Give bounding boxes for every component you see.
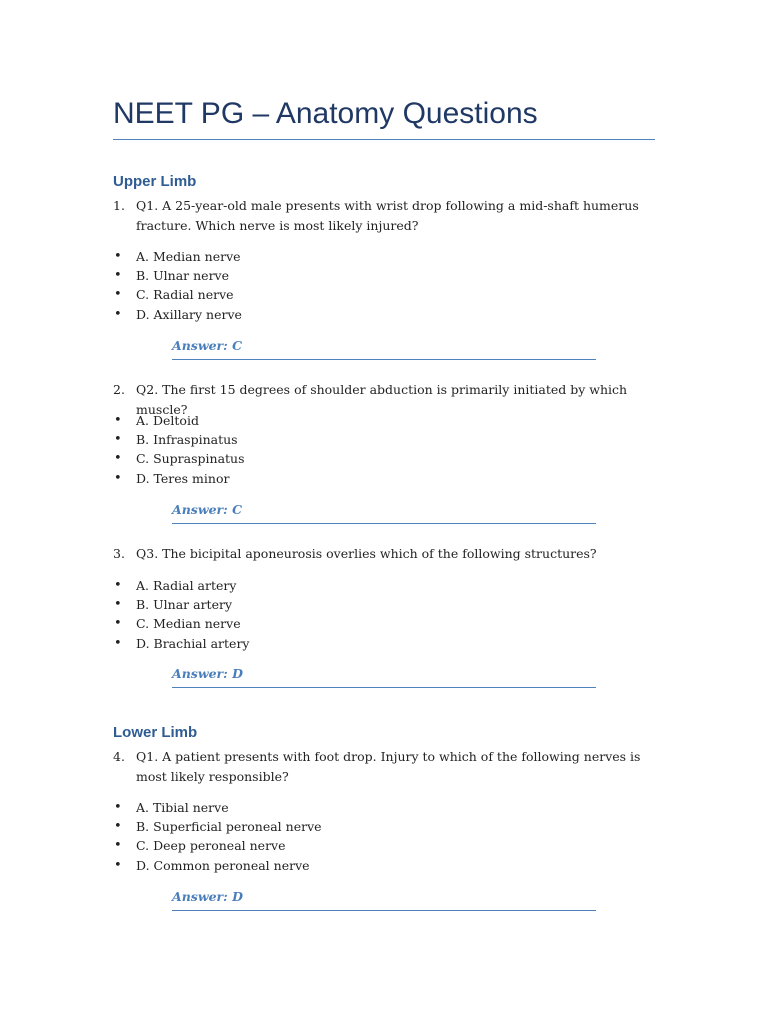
option-text: B. Superficial peroneal nerve	[136, 819, 322, 835]
option-item	[113, 266, 653, 285]
question-number: 3.	[113, 546, 125, 561]
bullet-icon: •	[114, 857, 122, 873]
bullet-icon: •	[114, 800, 122, 815]
section-heading-upper-limb: Upper Limb	[113, 173, 197, 190]
bullet-icon: •	[114, 819, 122, 835]
question-number: 2.	[113, 382, 125, 397]
option-text: D. Brachial artery	[136, 635, 250, 651]
bullet-icon: •	[114, 578, 122, 593]
question-item	[113, 196, 653, 235]
option-item	[113, 576, 653, 595]
option-text: A. Radial artery	[136, 578, 237, 593]
question-number: 4.	[113, 749, 125, 764]
options-list	[113, 411, 653, 488]
bullet-icon: •	[114, 413, 122, 428]
question-text: Q1. A patient presents with foot drop. Injury to which of the following nerves is most likely responsible?	[136, 749, 641, 784]
option-text: C. Median nerve	[136, 616, 241, 632]
option-text: D. Teres minor	[136, 470, 230, 486]
bullet-icon: •	[114, 287, 122, 303]
question-text: Q3. The bicipital aponeurosis overlies which of the following structures?	[136, 546, 597, 561]
bullet-icon: •	[114, 306, 122, 322]
option-text: C. Deep peroneal nerve	[136, 838, 286, 854]
question-item	[113, 544, 653, 564]
bullet-icon: •	[114, 268, 122, 284]
question-text: Q1. A 25-year-old male presents with wrist drop following a mid-shaft humerus fracture. Which nerve is most likely injured?	[136, 198, 639, 233]
option-item	[113, 469, 653, 488]
option-text: C. Radial nerve	[136, 287, 234, 303]
question-text: Q2. The first 15 degrees of shoulder abduction is primarily initiated by which muscle?	[136, 382, 628, 417]
answer-label: Answer: D	[172, 888, 596, 911]
option-item	[113, 836, 653, 855]
page-title: NEET PG – Anatomy Questions	[113, 95, 655, 140]
option-text: B. Ulnar artery	[136, 597, 233, 613]
bullet-icon: •	[114, 616, 122, 632]
options-list	[113, 798, 653, 875]
option-text: A. Median nerve	[136, 249, 241, 264]
bullet-icon: •	[114, 597, 122, 613]
options-list	[113, 576, 653, 653]
option-item	[113, 634, 653, 653]
option-text: B. Ulnar nerve	[136, 268, 229, 284]
option-item	[113, 614, 653, 633]
option-item	[113, 595, 653, 614]
option-item	[113, 817, 653, 836]
option-item	[113, 247, 653, 266]
option-item	[113, 305, 653, 324]
question-item	[113, 747, 653, 786]
options-list	[113, 247, 653, 324]
option-item	[113, 285, 653, 304]
answer-label: Answer: C	[172, 337, 596, 360]
option-text: D. Common peroneal nerve	[136, 857, 310, 873]
option-item	[113, 856, 653, 875]
option-text: A. Tibial nerve	[136, 800, 229, 815]
bullet-icon: •	[114, 470, 122, 486]
option-item	[113, 798, 653, 817]
bullet-icon: •	[114, 635, 122, 651]
option-text: B. Infraspinatus	[136, 432, 238, 448]
bullet-icon: •	[114, 249, 122, 264]
option-item	[113, 411, 653, 430]
bullet-icon: •	[114, 838, 122, 854]
answer-label: Answer: D	[172, 665, 596, 688]
answer-label: Answer: C	[172, 501, 596, 524]
bullet-icon: •	[114, 451, 122, 467]
option-text: C. Supraspinatus	[136, 451, 245, 467]
option-item	[113, 449, 653, 468]
bullet-icon: •	[114, 432, 122, 448]
option-text: A. Deltoid	[136, 413, 199, 428]
question-number: 1.	[113, 198, 125, 213]
option-text: D. Axillary nerve	[136, 306, 242, 322]
section-heading-lower-limb: Lower Limb	[113, 724, 198, 741]
option-item	[113, 430, 653, 449]
